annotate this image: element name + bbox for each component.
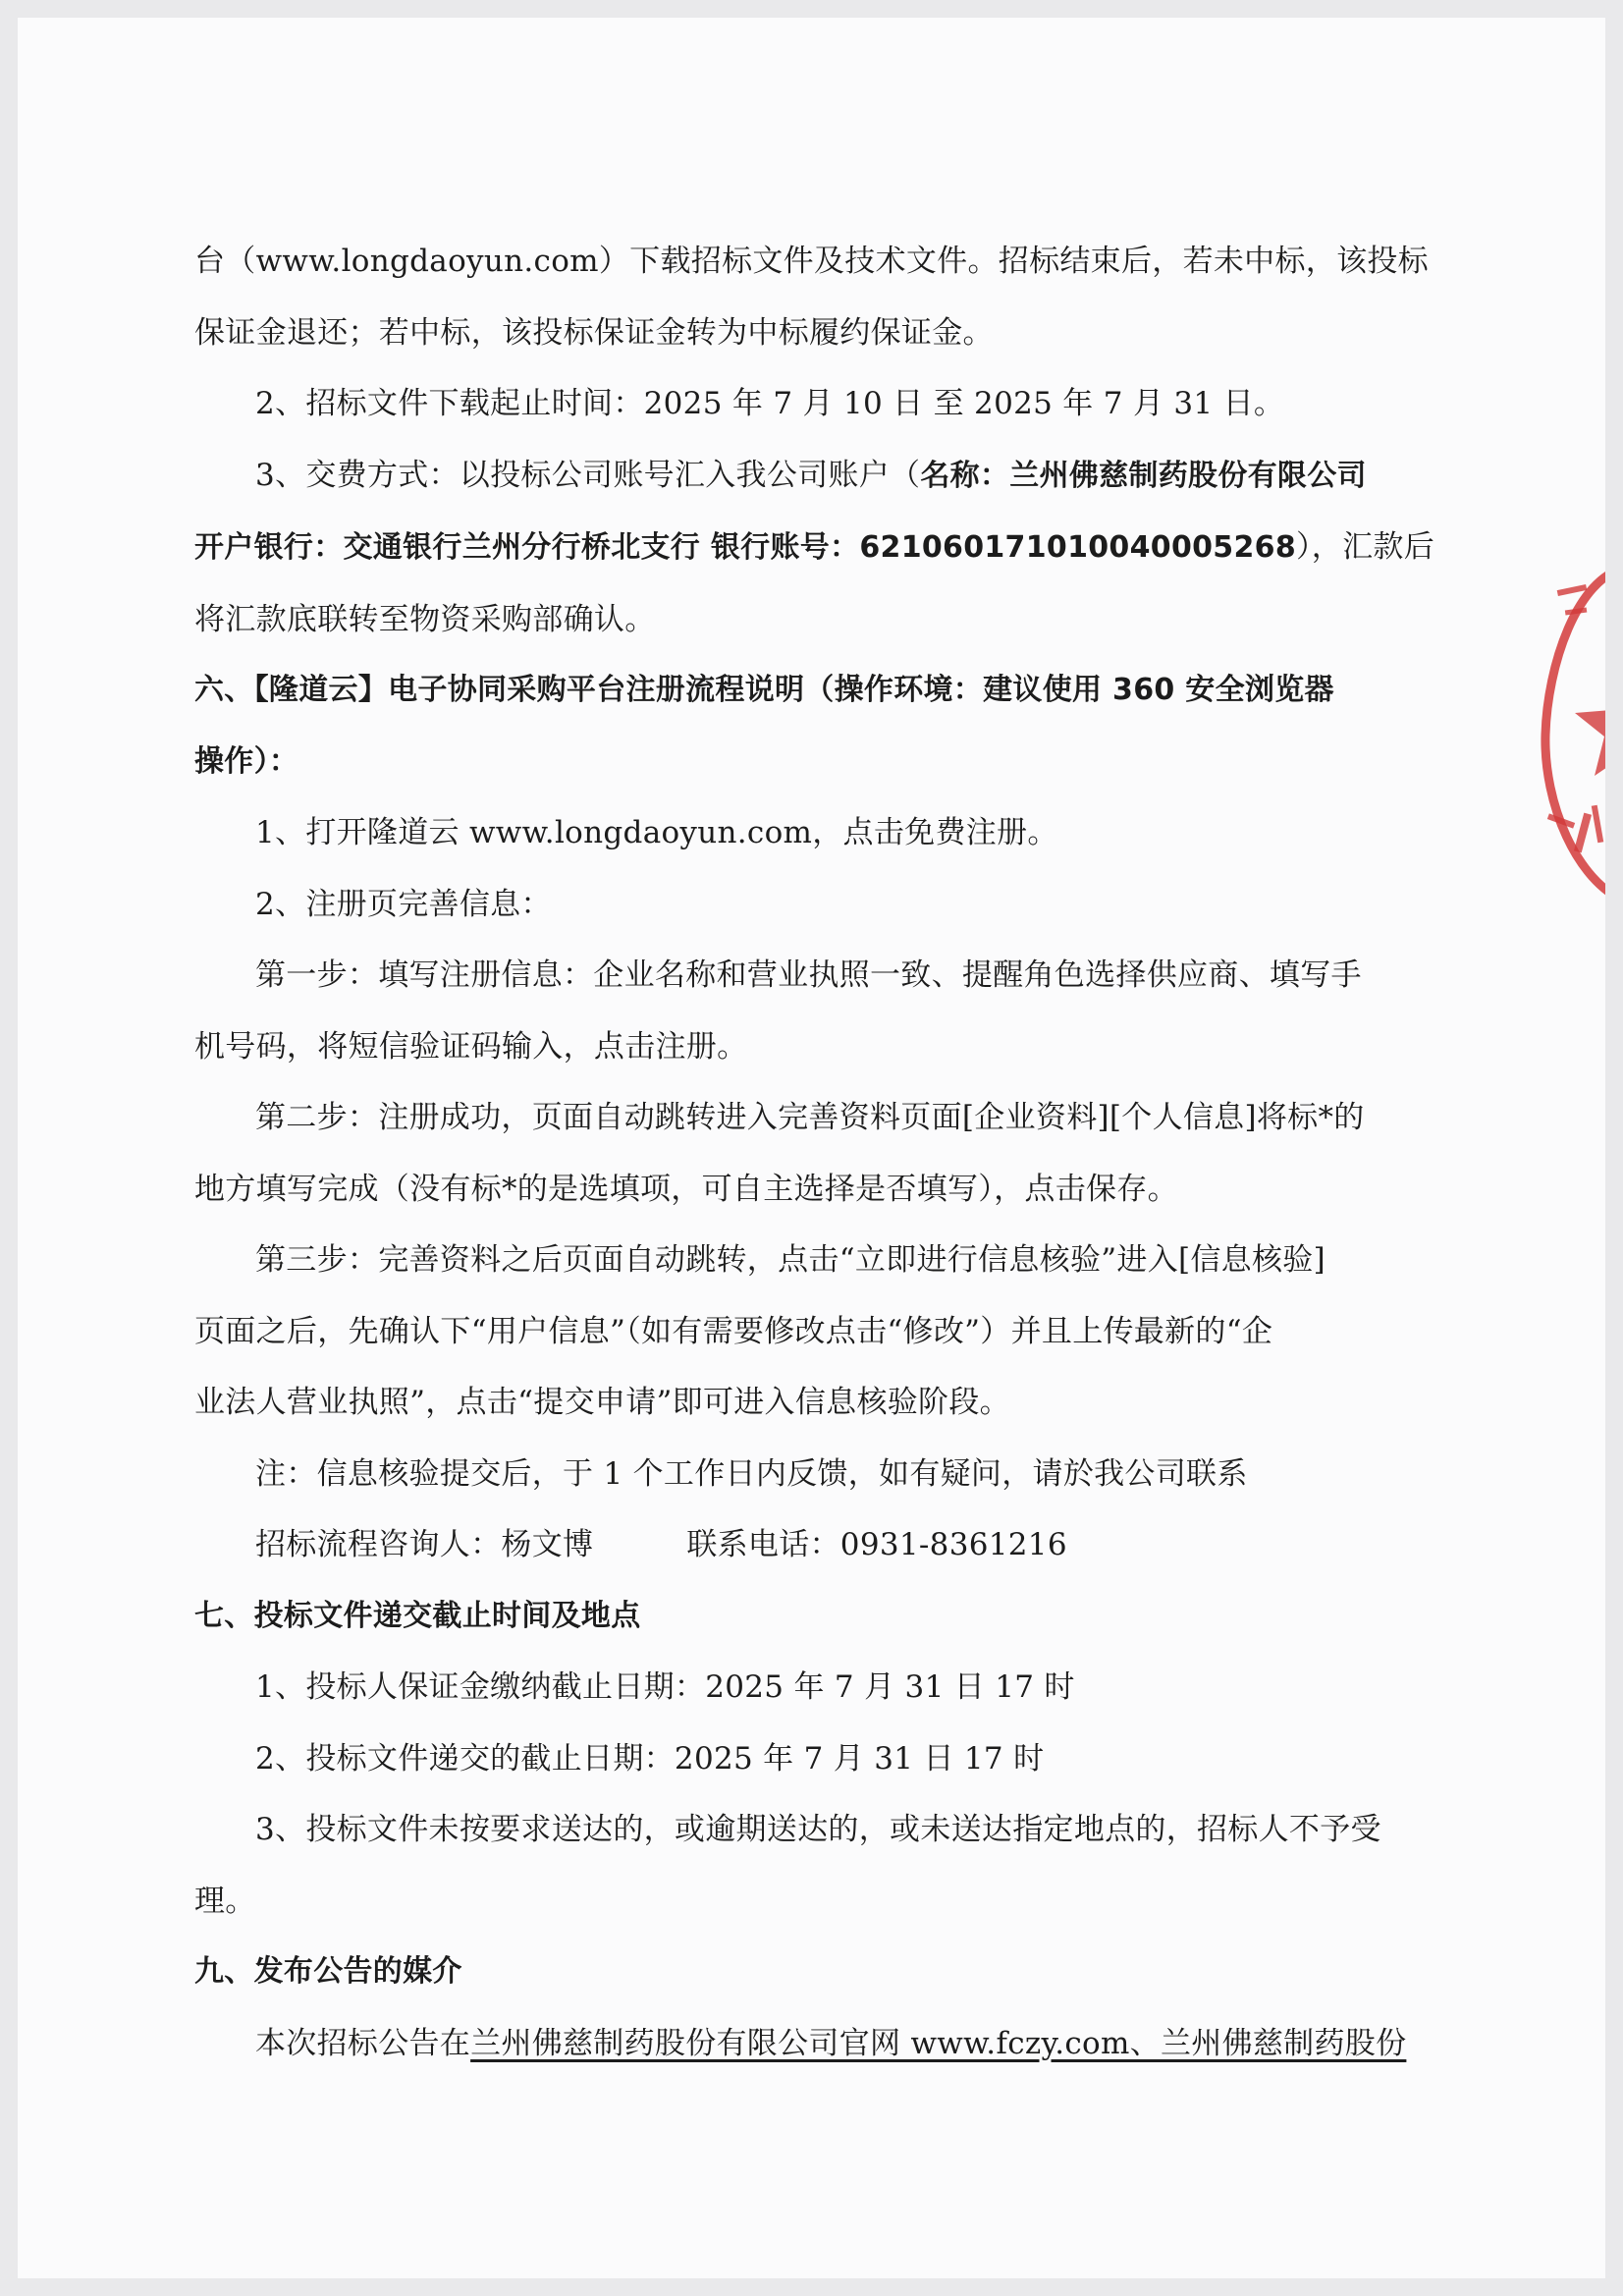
text-line: 2、投标文件递交的截止日期：2025 年 7 月 31 日 17 时 (255, 1740, 1045, 1777)
text-line: 业法人营业执照”，点击“提交申请”即可进入信息核验阶段。 (194, 1385, 1010, 1420)
text-line: 第一步：填写注册信息：企业名称和营业执照一致、提醒角色选择供应商、填写手 (255, 957, 1362, 993)
text-line: 台（www.longdaoyun.com）下载招标文件及技术文件。招标结束后，若未中标，该投标 (194, 244, 1429, 279)
section-heading: 九、发布公告的媒介 (194, 1954, 462, 1989)
bank-line (194, 512, 1461, 584)
section-heading-cont: 操作）： (194, 743, 299, 779)
section-heading: 六、【隆道云】电子协同采购平台注册流程说明（操作环境：建议使用 360 安全浏览器 (194, 673, 1334, 707)
contact-line (194, 1509, 1461, 1581)
text-line: 第三步：完善资料之后页面自动跳转，点击“立即进行信息核验”进入[信息核验] (255, 1242, 1325, 1278)
text-line: 理。 (194, 1883, 256, 1919)
text-line: 将汇款底联转至物资采购部确认。 (194, 601, 656, 637)
text-line: 1、投标人保证金缴纳截止日期：2025 年 7 月 31 日 17 时 (255, 1669, 1075, 1705)
note-line: 注：信息核验提交后，于 1 个工作日内反馈，如有疑问，请於我公司联系 (255, 1455, 1248, 1492)
text-line: 2、招标文件下载起止时间：2025 年 7 月 10 日 至 2025 年 7 月 31 日。 (255, 386, 1285, 421)
bank-account: 开户银行：交通银行兰州分行桥北支行 银行账号：621060171010040005268 (194, 530, 1296, 565)
payment-line (194, 440, 1461, 513)
text-line: 2、注册页完善信息： (255, 886, 552, 922)
account-name: 名称：兰州佛慈制药股份有限公司 (920, 458, 1367, 493)
text-line: 机号码，将短信验证码输入，点击注册。 (194, 1028, 748, 1065)
official-site-link: 兰州佛慈制药股份有限公司官网 www.fczy.com、兰州佛慈制药股份 (470, 2025, 1407, 2061)
contact-person: 招标流程咨询人：杨文博 (255, 1527, 594, 1562)
contact-phone: 联系电话：0931-8361216 (686, 1527, 1067, 1562)
text-line: 第二步：注册成功，页面自动跳转进入完善资料页面[企业资料][个人信息]将标*的 (255, 1100, 1365, 1135)
company-seal-fragment (1518, 548, 1605, 921)
section-heading: 七、投标文件递交截止时间及地点 (194, 1598, 641, 1633)
document-page (18, 18, 1605, 2278)
text-span: 本次招标公告在 (255, 2025, 471, 2061)
text-span: 3、交费方式：以投标公司账号汇入我公司账户（ (255, 457, 921, 493)
document-body (194, 226, 1461, 2079)
text-line: 地方填写完成（没有标*的是选填项，可自主选择是否填写），点击保存。 (194, 1171, 1178, 1207)
text-line: 3、投标文件未按要求送达的，或逾期送达的，或未送达指定地点的，招标人不予受 (255, 1812, 1381, 1847)
text-line: 页面之后，先确认下“用户信息”（如有需要修改点击“修改”）并且上传最新的“企 (194, 1313, 1273, 1349)
text-line: 保证金退还；若中标，该投标保证金转为中标履约保证金。 (194, 314, 994, 351)
text-line: 1、打开隆道云 www.longdaoyun.com，点击免费注册。 (255, 815, 1058, 850)
text-span: ），汇款后 (1296, 529, 1434, 565)
media-line (194, 2008, 1461, 2080)
